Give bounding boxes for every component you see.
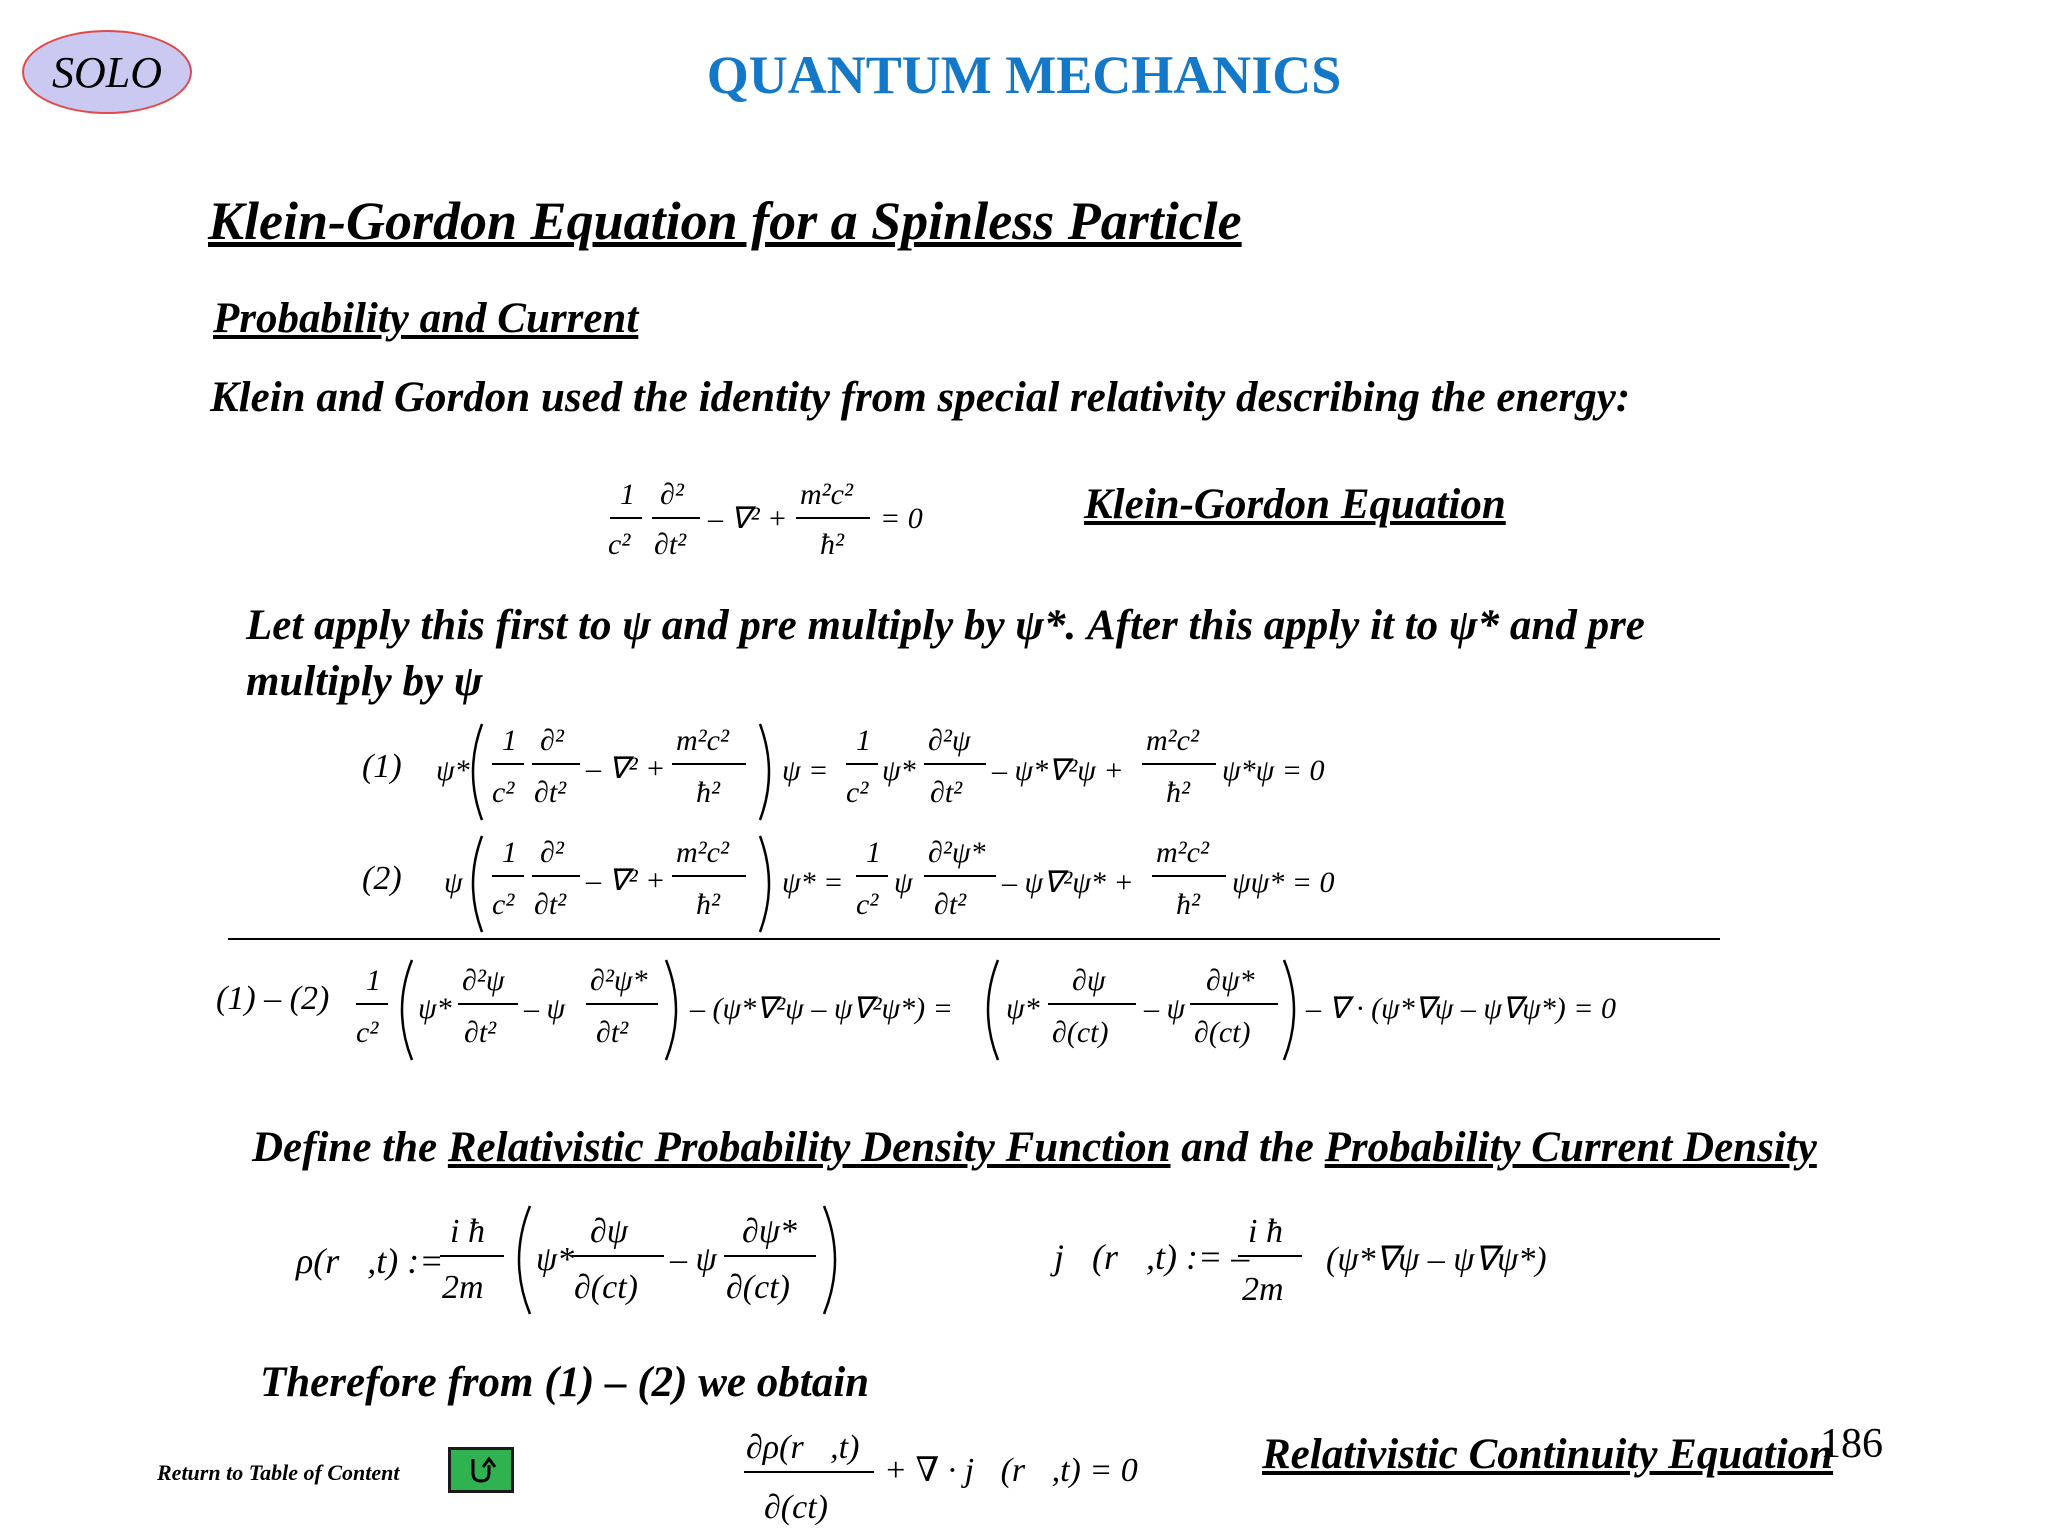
svg-text:m²c²: m²c²	[676, 836, 729, 869]
svg-text:∂²: ∂²	[540, 724, 564, 757]
svg-text:ħ²: ħ²	[1176, 888, 1200, 921]
svg-text:c²: c²	[608, 528, 631, 561]
solo-logo-text: SOLO	[51, 47, 163, 97]
svg-text:∂t²: ∂t²	[654, 528, 687, 561]
define-text	[252, 1120, 2042, 1176]
svg-text:– ∇² +: – ∇² +	[708, 502, 788, 535]
svg-text:ψ*: ψ*	[536, 1241, 575, 1278]
svg-text:ψ*: ψ*	[418, 992, 452, 1025]
rho-lhs: ρ(r⃗,t) :=	[296, 1241, 444, 1281]
svg-text:1: 1	[502, 836, 517, 869]
svg-text:ψ*: ψ*	[882, 754, 916, 787]
current-definition	[1230, 1194, 1630, 1324]
svg-text:∂ψ: ∂ψ	[1072, 964, 1106, 997]
svg-text:m²c²: m²c²	[1156, 836, 1209, 869]
let-apply-text: Let apply this first to ψ and pre multiply by ψ*. After this apply it to ψ* and pre multiply by ψ	[246, 602, 1645, 705]
equation-1-label: (1)	[362, 748, 402, 785]
svg-text:1: 1	[856, 724, 871, 757]
equation-2-label: (2)	[362, 860, 402, 897]
svg-text:– ∇² +: – ∇² +	[586, 752, 666, 785]
klein-gordon-equation	[600, 462, 960, 572]
svg-text:ħ²: ħ²	[696, 888, 720, 921]
svg-text:∂(ct): ∂(ct)	[764, 1489, 828, 1526]
slide-title: Klein-Gordon Equation for a Spinless Particle	[208, 191, 1242, 251]
section-subtitle: Probability and Current	[213, 295, 639, 342]
equation-1	[430, 712, 1350, 832]
return-arrow-icon	[464, 1455, 498, 1485]
return-to-toc-link[interactable]: Return to Table of Content	[157, 1460, 400, 1485]
svg-text:ħ²: ħ²	[696, 776, 720, 809]
page-number: 186	[1820, 1421, 1883, 1467]
svg-text:– ψ∇²ψ* +: – ψ∇²ψ* +	[1002, 866, 1134, 899]
equation-2	[430, 824, 1350, 944]
svg-text:ψ*ψ = 0: ψ*ψ = 0	[1222, 754, 1325, 787]
define-term-density: Relativistic Probability Density Function	[447, 1124, 1171, 1171]
svg-text:– ψ: – ψ	[524, 992, 566, 1025]
svg-text:∂ψ: ∂ψ	[590, 1213, 628, 1250]
svg-text:∂²ψ*: ∂²ψ*	[590, 964, 648, 997]
svg-text:∂ψ*: ∂ψ*	[742, 1213, 797, 1250]
svg-text:∂(ct): ∂(ct)	[726, 1269, 790, 1306]
svg-text:1: 1	[366, 964, 381, 997]
svg-text:∂²: ∂²	[660, 478, 684, 511]
svg-text:∂ρ(r⃗,t): ∂ρ(r⃗,t)	[746, 1429, 860, 1466]
svg-text:1: 1	[866, 836, 881, 869]
svg-text:∂(ct): ∂(ct)	[1194, 1016, 1251, 1049]
svg-text:ψ =: ψ =	[782, 754, 829, 787]
svg-text:= 0: = 0	[880, 502, 923, 535]
klein-gordon-label: Klein-Gordon Equation	[1084, 481, 1506, 528]
svg-text:– ∇² +: – ∇² +	[586, 864, 666, 897]
svg-text:c²: c²	[846, 776, 869, 809]
svg-text:ψ* =: ψ* =	[782, 866, 844, 899]
therefore-text: Therefore from (1) – (2) we obtain	[260, 1359, 870, 1406]
svg-text:∂²ψ*: ∂²ψ*	[928, 836, 986, 869]
equation-divider	[228, 938, 1720, 940]
svg-text:– ψ: – ψ	[1144, 992, 1186, 1025]
svg-text:m²c²: m²c²	[1146, 724, 1199, 757]
svg-text:– ψ: – ψ	[670, 1241, 717, 1278]
svg-text:∂t²: ∂t²	[930, 776, 963, 809]
page-header: QUANTUM MECHANICS	[706, 45, 1342, 105]
svg-text:1: 1	[502, 724, 517, 757]
svg-text:i ħ: i ħ	[450, 1213, 485, 1250]
svg-text:1: 1	[620, 478, 635, 511]
svg-text:ψ: ψ	[444, 866, 463, 899]
svg-text:– ∇ · (ψ*∇ψ – ψ∇ψ*) = 0: – ∇ · (ψ*∇ψ – ψ∇ψ*) = 0	[1306, 992, 1616, 1025]
svg-text:2m: 2m	[442, 1269, 484, 1306]
rho-definition	[430, 1194, 850, 1324]
svg-text:m²c²: m²c²	[676, 724, 729, 757]
equation-difference	[354, 950, 1654, 1070]
define-pre: Define the	[252, 1124, 448, 1171]
svg-text:ħ²: ħ²	[1166, 776, 1190, 809]
svg-text:i ħ: i ħ	[1248, 1213, 1283, 1250]
svg-text:– ψ*∇²ψ +: – ψ*∇²ψ +	[992, 754, 1124, 787]
svg-text:∂t²: ∂t²	[534, 776, 567, 809]
equation-difference-label: (1) – (2)	[216, 980, 330, 1017]
j-lhs: j⃗(r⃗,t) := –	[1054, 1237, 1250, 1277]
svg-text:ψψ* = 0: ψψ* = 0	[1232, 866, 1335, 899]
svg-text:∂t²: ∂t²	[934, 888, 967, 921]
continuity-label: Relativistic Continuity Equation	[1262, 1431, 1834, 1478]
svg-text:∂ψ*: ∂ψ*	[1206, 964, 1255, 997]
continuity-rhs: + ∇ · j⃗(r⃗,t) = 0	[884, 1452, 1138, 1489]
define-term-current: Probability Current Density	[1324, 1124, 1817, 1171]
svg-text:c²: c²	[492, 888, 515, 921]
svg-text:c²: c²	[492, 776, 515, 809]
continuity-fraction	[740, 1414, 880, 1534]
svg-text:c²: c²	[356, 1016, 379, 1049]
svg-text:∂(ct): ∂(ct)	[1052, 1016, 1109, 1049]
svg-text:ψ*: ψ*	[436, 754, 470, 787]
svg-text:ψ: ψ	[894, 866, 913, 899]
svg-text:∂²ψ: ∂²ψ	[928, 724, 971, 757]
svg-text:(ψ*∇ψ – ψ∇ψ*): (ψ*∇ψ – ψ∇ψ*)	[1326, 1241, 1547, 1278]
svg-text:– (ψ*∇²ψ – ψ∇²ψ*) =: – (ψ*∇²ψ – ψ∇²ψ*) =	[690, 992, 953, 1025]
define-mid: and the	[1170, 1124, 1325, 1171]
svg-text:∂²ψ: ∂²ψ	[462, 964, 505, 997]
svg-text:m²c²: m²c²	[800, 478, 853, 511]
svg-text:∂(ct): ∂(ct)	[574, 1269, 638, 1306]
svg-text:ψ*: ψ*	[1006, 992, 1040, 1025]
svg-text:ħ²: ħ²	[820, 528, 844, 561]
svg-text:c²: c²	[856, 888, 879, 921]
return-button[interactable]	[448, 1447, 514, 1493]
intro-text: Klein and Gordon used the identity from special relativity describing the energy:	[210, 374, 1631, 421]
svg-text:∂²: ∂²	[540, 836, 564, 869]
svg-text:∂t²: ∂t²	[596, 1016, 629, 1049]
svg-text:∂t²: ∂t²	[534, 888, 567, 921]
svg-text:∂t²: ∂t²	[464, 1016, 497, 1049]
svg-text:2m: 2m	[1242, 1271, 1284, 1308]
